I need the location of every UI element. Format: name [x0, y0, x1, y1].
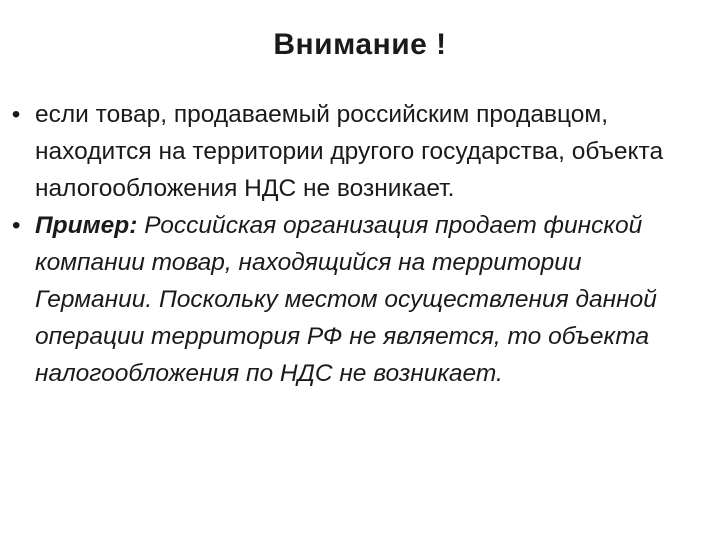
- example-label: Пример:: [35, 212, 138, 239]
- bullet-item-rule: [6, 96, 696, 207]
- bullet-item-example: [6, 207, 696, 392]
- bullet-list: [6, 96, 696, 392]
- example-text: Российская организация продает финской компании товар, находящийся на территории Германии. Поскольку местом осуществления данной операции территория РФ не является, то объекта налогообложения по НДС не возникает.: [35, 212, 657, 387]
- bullet-icon: •: [11, 101, 21, 128]
- slide-title: Внимание !: [273, 28, 447, 61]
- bullet-icon: •: [11, 212, 21, 239]
- bullet-text: если товар, продаваемый российским продавцом, находится на территории другого государства, объекта налогообложения НДС не возникает.: [35, 101, 664, 202]
